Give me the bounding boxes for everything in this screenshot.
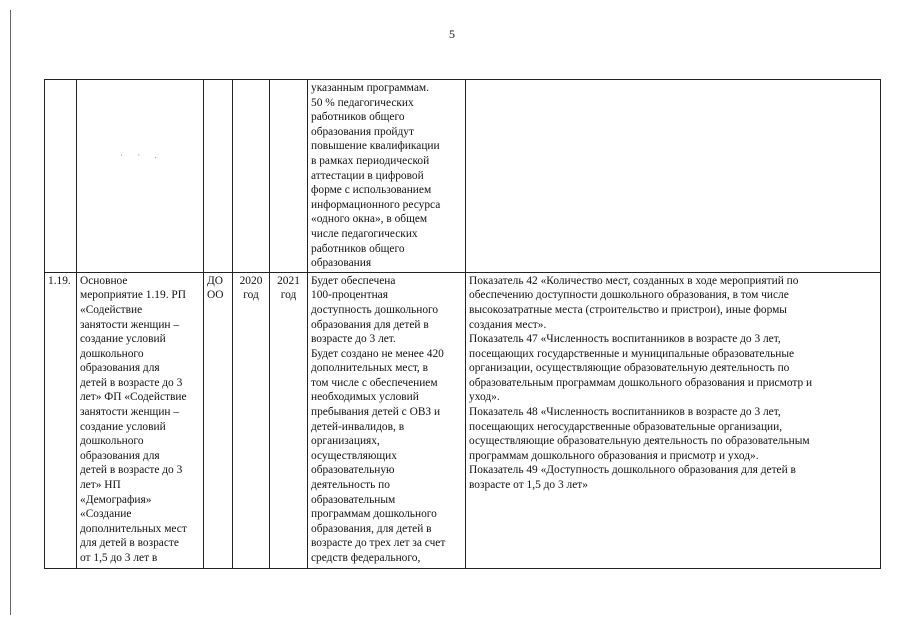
text-line: доступность дошкольного [311, 303, 439, 316]
text-line: 2021 [277, 274, 300, 287]
text-line: программам дошкольного образования и присмотр и уход». [469, 449, 759, 462]
text-line: дополнительных мест [80, 522, 187, 535]
text-line: Будет создано не менее 420 [311, 347, 444, 360]
table-row-measure-1-19 [45, 272, 881, 568]
text-line: «Создание [80, 508, 132, 521]
measures-table [44, 79, 881, 569]
cell-executor [204, 272, 233, 568]
cell-end [270, 80, 308, 273]
text-line: детей в возрасте до 3 [80, 376, 183, 389]
text-line: Показатель 42 «Количество мест, созданных в ходе мероприятий по [469, 274, 799, 287]
text-line: возрасте от 1,5 до 3 лет» [469, 479, 588, 492]
text-line: программам дошкольного [311, 508, 437, 521]
text-line: Показатель 47 «Численность воспитанников в возрасте до 3 лет, [469, 333, 781, 346]
text-line: организациях, [311, 435, 380, 448]
text-line: образования [311, 257, 372, 270]
text-line: «Содействие [80, 303, 143, 316]
text-line: образования, для детей в [311, 522, 432, 535]
row-number: 1.19. [48, 274, 71, 287]
table-row-continuation [45, 80, 881, 273]
text-line: «Демография» [80, 493, 152, 506]
text-line: образования пройдут [311, 125, 414, 138]
text-line: в рамках периодической [311, 154, 430, 167]
text-line: дошкольного [80, 347, 144, 360]
text-line: обеспечению доступности дошкольного образования, в том числе [469, 289, 789, 302]
cell-indicators [466, 80, 881, 273]
text-line: мероприятие 1.19. РП [80, 289, 186, 302]
text-line: 100-процентная [311, 289, 388, 302]
scan-left-edge [10, 10, 11, 615]
cell-start [233, 80, 270, 273]
text-line: дошкольного [80, 435, 144, 448]
text-line: работников общего [311, 111, 405, 124]
cell-start [233, 272, 270, 568]
text-line: Показатель 48 «Численность воспитанников в возрасте до 3 лет, [469, 406, 781, 419]
text-line: повышение квалификации [311, 140, 440, 153]
text-line: занятости женщин – [80, 406, 180, 419]
cell-number [45, 272, 77, 568]
text-line: средств федерального, [311, 552, 421, 564]
page-number: 5 [449, 27, 455, 41]
text-line: лет» ФП «Содействие [80, 391, 187, 404]
cell-measure-name [77, 272, 204, 568]
text-line: дополнительных мест, в [311, 362, 429, 375]
text-line: Показатель 49 «Доступность дошкольного образования для детей в [469, 464, 796, 477]
text-line: ОО [207, 289, 224, 302]
cell-number [45, 80, 77, 273]
text-line: образовательным программам дошкольного образования и присмотр и [469, 376, 813, 389]
text-line: уход». [469, 391, 500, 404]
cell-executor [204, 80, 233, 273]
text-line: том числе с обеспечением [311, 376, 438, 389]
text-line: посещающих государственные и муниципальные образовательные [469, 347, 795, 360]
text-line: ДО [207, 274, 223, 287]
text-line: создание условий [80, 333, 166, 346]
text-line: год [280, 289, 297, 302]
text-line: числе педагогических [311, 227, 418, 240]
text-line: создания мест». [469, 318, 547, 331]
text-line: возрасте до 3 лет. [311, 333, 396, 346]
cell-measure-name [77, 80, 204, 273]
text-line: осуществляющих [311, 449, 397, 462]
text-line: необходимых условий [311, 391, 419, 404]
text-line: образовательную [311, 464, 395, 477]
text-line: год [243, 289, 259, 302]
text-line: указанным программам. [311, 82, 429, 94]
text-line: деятельность по [311, 479, 390, 492]
text-line: аттестации в цифровой [311, 169, 424, 182]
text-line: информационного ресурса [311, 198, 441, 211]
text-line: создание условий [80, 420, 166, 433]
text-line: детей в возрасте до 3 [80, 464, 183, 477]
text-line: лет» НП [80, 479, 121, 492]
text-line: 2020 [239, 274, 263, 287]
text-line: для детей в возрасте [80, 537, 179, 550]
text-line: от 1,5 до 3 лет в [80, 552, 158, 564]
cell-result [308, 80, 466, 273]
text-line: «одного окна», в общем [311, 213, 428, 226]
text-line: Основное [80, 274, 128, 287]
text-line: образования для [80, 362, 160, 375]
text-line: высокозатратные места (строительство и пристрои), иные формы [469, 303, 787, 316]
text-line: образования для [80, 449, 160, 462]
text-line: работников общего [311, 242, 405, 255]
scan-specks: · · . [120, 150, 163, 160]
text-line: 50 % педагогических [311, 96, 414, 109]
text-line: Будет обеспечена [311, 274, 396, 287]
cell-end [270, 272, 308, 568]
cell-result [308, 272, 466, 568]
text-line: образовательным [311, 493, 396, 506]
text-line: детей-инвалидов, в [311, 420, 405, 433]
text-line: форме с использованием [311, 184, 432, 197]
text-line: возрасте до трех лет за счет [311, 537, 446, 550]
text-line: организации, осуществляющие образовательную деятельность по [469, 362, 790, 375]
text-line: осуществляющие образовательную деятельность по образовательным [469, 435, 810, 448]
text-line: посещающих негосударственные образовательные организации, [469, 420, 783, 433]
text-line: образования для детей в [311, 318, 429, 331]
cell-indicators [466, 272, 881, 568]
text-line: занятости женщин – [80, 318, 180, 331]
text-line: пребывания детей с ОВЗ и [311, 406, 441, 419]
